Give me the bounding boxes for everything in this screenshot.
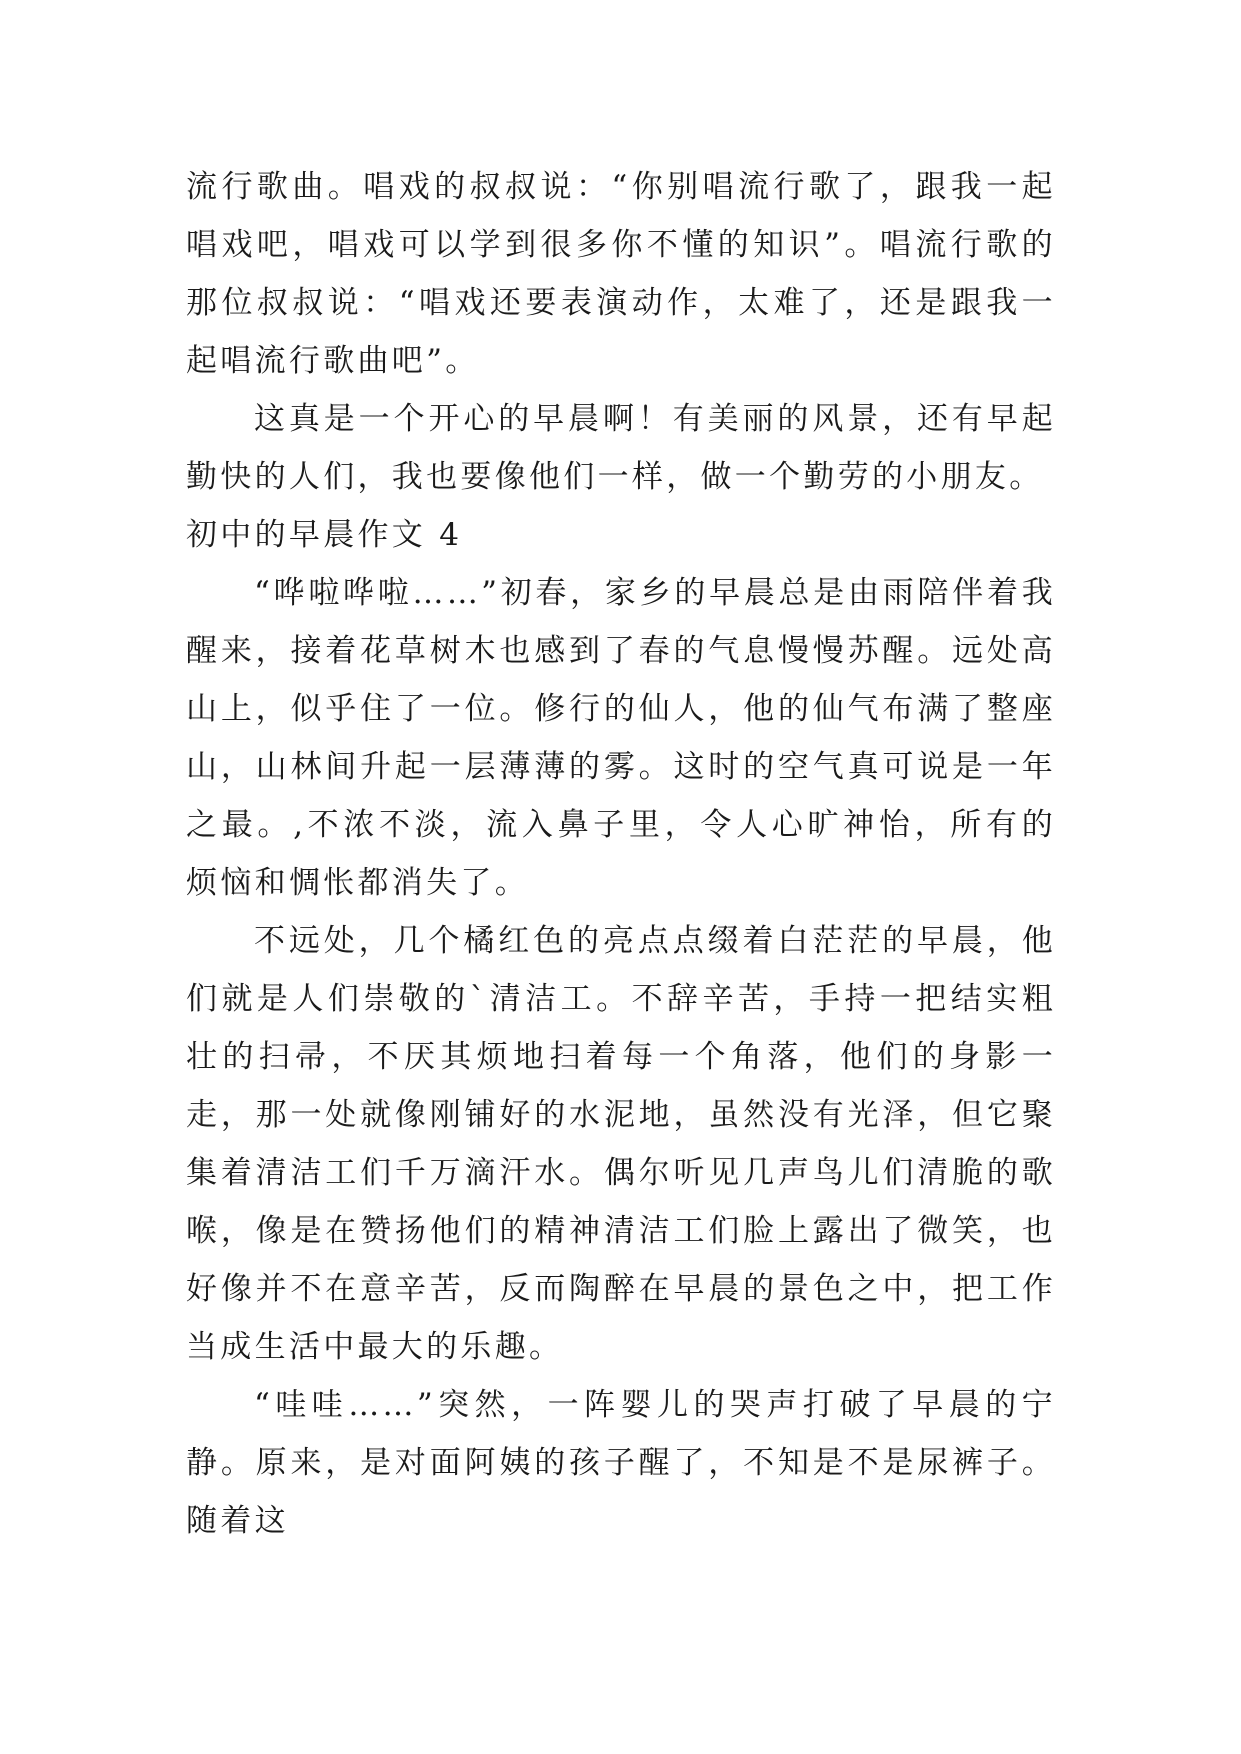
paragraph-p2: 这真是一个开心的早晨啊！有美丽的风景，还有早起勤快的人们，我也要像他们一样，做一个勤劳的小朋友。 — [186, 401, 1056, 495]
document-body — [186, 158, 1056, 1550]
section-title: 初中的早晨作文 4 — [186, 517, 463, 553]
paragraph-p5: “哇哇……”突然，一阵婴儿的哭声打破了早晨的宁静。原来，是对面阿姨的孩子醒了，不知是不是尿裤子。随着这 — [186, 1387, 1056, 1539]
paragraph-p3: “哗啦哗啦……”初春，家乡的早晨总是由雨陪伴着我醒来，接着花草树木也感到了春的气息慢慢苏醒。远处高山上，似乎住了一位。修行的仙人，他的仙气布满了整座山，山林间升起一层薄薄的雾。这时的空气真可说是一年之最。,不浓不淡，流入鼻子里，令人心旷神怡，所有的烦恼和惆怅都消失了。 — [186, 575, 1056, 901]
paragraph-p4: 不远处，几个橘红色的亮点点缀着白茫茫的早晨，他们就是人们崇敬的`清洁工。不辞辛苦，手持一把结实粗壮的扫帚，不厌其烦地扫着每一个角落，他们的身影一走，那一处就像刚铺好的水泥地，虽然没有光泽，但它聚集着清洁工们千万滴汗水。偶尔听见几声鸟儿们清脆的歌喉，像是在赞扬他们的精神清洁工们脸上露出了微笑，也好像并不在意辛苦，反而陶醉在早晨的景色之中，把工作当成生活中最大的乐趣。 — [186, 923, 1056, 1365]
paragraph-p1: 流行歌曲。唱戏的叔叔说：“你别唱流行歌了，跟我一起唱戏吧，唱戏可以学到很多你不懂的知识”。唱流行歌的那位叔叔说：“唱戏还要表演动作，太难了，还是跟我一起唱流行歌曲吧”。 — [186, 169, 1056, 379]
